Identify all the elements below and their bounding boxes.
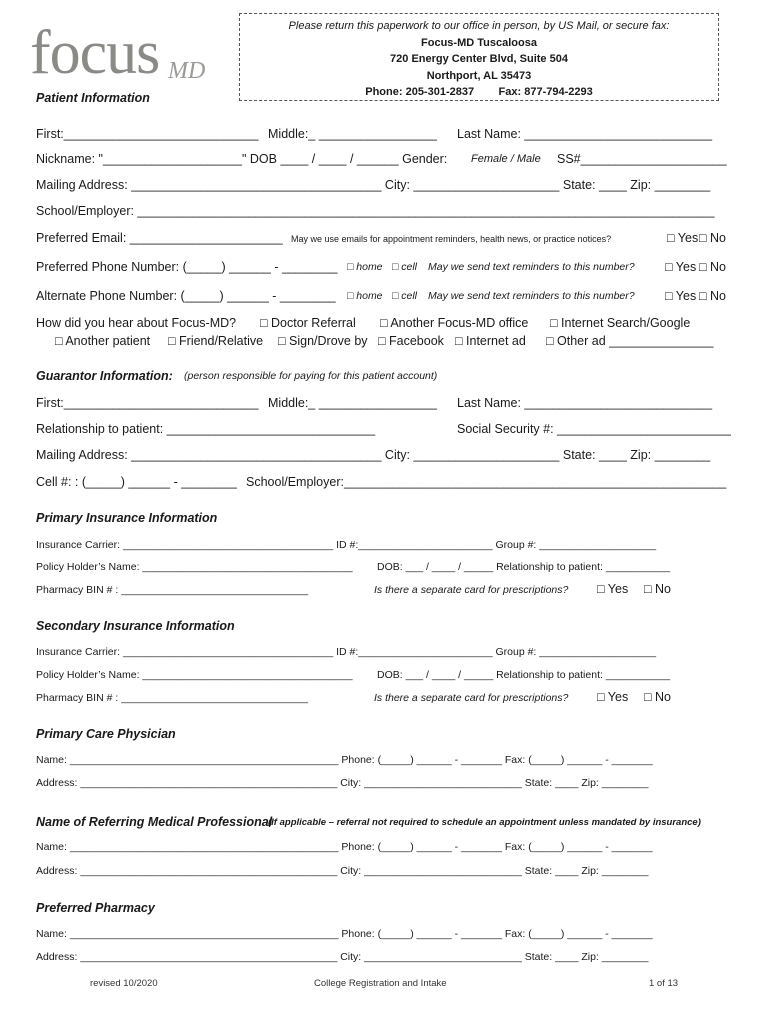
guarantor-heading: Guarantor Information: xyxy=(36,369,173,383)
preferred-phone-field[interactable]: Preferred Phone Number: (_____) ______ - ________ xyxy=(36,260,338,274)
referral-other-ad-checkbox[interactable]: □ Other ad _______________ xyxy=(546,334,714,348)
primary-pharmacy-bin-field[interactable]: Pharmacy BIN # : ________________________________ xyxy=(36,584,309,596)
guarantor-cell-field[interactable]: Cell #: : (_____) ______ - ________ xyxy=(36,475,237,489)
footer-page-number: 1 of 13 xyxy=(649,978,679,989)
referral-sign-checkbox[interactable]: □ Sign/Drove by xyxy=(278,334,368,348)
referral-source-question: How did you hear about Focus-MD? xyxy=(36,316,237,330)
alternate-phone-text-question: May we send text reminders to this number? xyxy=(428,290,635,302)
guarantor-ssn-field[interactable]: Social Security #: _________________________ xyxy=(457,422,731,436)
office-city: Northport, AL 35473 xyxy=(426,69,532,82)
referring-note: (If applicable – referral not required to schedule an appointment unless mandated by insurance) xyxy=(268,817,701,828)
referring-name-phone-fax-field[interactable]: Name: ______________________________________________ Phone: (_____) ______ - _______ Fax: (_____) ______ - _______ xyxy=(36,841,653,853)
patient-first-field[interactable]: First:____________________________ xyxy=(36,127,259,141)
referral-facebook-checkbox[interactable]: □ Facebook xyxy=(378,334,444,348)
referral-friend-checkbox[interactable]: □ Friend/Relative xyxy=(168,334,264,348)
patient-email-field[interactable]: Preferred Email: ______________________ xyxy=(36,231,283,245)
secondary-pharmacy-bin-field[interactable]: Pharmacy BIN # : ________________________________ xyxy=(36,692,309,704)
secondary-separate-card-yes[interactable]: □ Yes xyxy=(597,690,629,704)
secondary-separate-card-no[interactable]: □ No xyxy=(644,690,672,704)
preferred-phone-text-question: May we send text reminders to this number? xyxy=(428,261,635,273)
primary-insurance-carrier-field[interactable]: Insurance Carrier: ____________________________________ ID #:_______________________ Group #: ____________________ xyxy=(36,539,657,551)
pcp-heading: Primary Care Physician xyxy=(36,727,176,741)
secondary-separate-card-question: Is there a separate card for prescriptions? xyxy=(374,692,569,704)
guarantor-middle-field[interactable]: Middle:_ _________________ xyxy=(268,396,437,410)
pcp-address-field[interactable]: Address: ____________________________________________ City: ___________________________ State: ____ Zip: ________ xyxy=(36,777,649,789)
email-consent-yes-checkbox[interactable]: □ Yes xyxy=(667,231,699,245)
patient-nickname-dob-field[interactable]: Nickname: "____________________" DOB ____ / ____ / ______ Gender: xyxy=(36,152,448,166)
footer-title: College Registration and Intake xyxy=(314,978,447,989)
email-consent-question: May we use emails for appointment reminders, health news, or practice notices? xyxy=(291,234,612,244)
primary-separate-card-question: Is there a separate card for prescriptions? xyxy=(374,584,569,596)
patient-info-heading: Patient Information xyxy=(36,91,150,105)
secondary-policy-holder-field[interactable]: Policy Holder’s Name: ____________________________________ xyxy=(36,669,353,681)
preferred-phone-text-yes-checkbox[interactable]: □ Yes xyxy=(665,260,697,274)
office-contact xyxy=(240,84,718,101)
pharmacy-name-phone-fax-field[interactable]: Name: ______________________________________________ Phone: (_____) ______ - _______ Fax: (_____) ______ - _______ xyxy=(36,928,653,940)
referring-address-field[interactable]: Address: ____________________________________________ City: ___________________________ State: ____ Zip: ________ xyxy=(36,865,649,877)
office-name: Focus-MD Tuscaloosa xyxy=(421,36,537,49)
referral-another-patient-checkbox[interactable]: □ Another patient xyxy=(55,334,151,348)
guarantor-subtitle: (person responsible for paying for this patient account) xyxy=(184,370,438,382)
preferred-phone-text-no-checkbox[interactable]: □ No xyxy=(699,260,727,274)
primary-separate-card-yes[interactable]: □ Yes xyxy=(597,582,629,596)
patient-middle-field[interactable]: Middle:_ _________________ xyxy=(268,127,437,141)
alternate-phone-text-no-checkbox[interactable]: □ No xyxy=(699,289,727,303)
primary-separate-card-no[interactable]: □ No xyxy=(644,582,672,596)
pcp-name-phone-fax-field[interactable]: Name: ______________________________________________ Phone: (_____) ______ - _______ Fax: (_____) ______ - _______ xyxy=(36,754,653,766)
guarantor-last-field[interactable]: Last Name: ___________________________ xyxy=(457,396,713,410)
alternate-phone-text-yes-checkbox[interactable]: □ Yes xyxy=(665,289,697,303)
logo-wordmark: focus xyxy=(30,19,160,87)
office-street: 720 Energy Center Blvd, Suite 504 xyxy=(390,53,568,65)
referral-internet-search-checkbox[interactable]: □ Internet Search/Google xyxy=(550,316,691,330)
secondary-insurance-carrier-field[interactable]: Insurance Carrier: ____________________________________ ID #:_______________________ Group #: ____________________ xyxy=(36,646,657,658)
patient-gender-options[interactable]: Female / Male xyxy=(471,153,541,165)
primary-dob-relationship-field[interactable]: DOB: ___ / ____ / _____ Relationship to patient: ___________ xyxy=(377,561,671,573)
guarantor-first-field[interactable]: First:____________________________ xyxy=(36,396,259,410)
footer-revised: revised 10/2020 xyxy=(90,978,158,989)
return-instructions-box xyxy=(239,13,719,101)
alternate-phone-cell-checkbox[interactable]: □ cell xyxy=(392,290,418,302)
office-phone: Phone: 205-301-2837 xyxy=(365,86,475,98)
patient-last-field[interactable]: Last Name: ___________________________ xyxy=(457,127,713,141)
return-note: Please return this paperwork to our office in person, by US Mail, or secure fax: xyxy=(288,20,670,32)
preferred-phone-home-checkbox[interactable]: □ home xyxy=(347,261,383,273)
referring-heading: Name of Referring Medical Professional xyxy=(36,815,273,829)
referral-another-office-checkbox[interactable]: □ Another Focus-MD office xyxy=(380,316,529,330)
referral-doctor-checkbox[interactable]: □ Doctor Referral xyxy=(260,316,356,330)
pharmacy-heading: Preferred Pharmacy xyxy=(36,901,155,915)
patient-school-employer-field[interactable]: School/Employer: ___________________________________________________________________________________ xyxy=(36,204,715,218)
pharmacy-address-field[interactable]: Address: ____________________________________________ City: ___________________________ State: ____ Zip: ________ xyxy=(36,951,649,963)
guarantor-school-field[interactable]: School/Employer:_______________________________________________________ xyxy=(246,475,727,489)
secondary-dob-relationship-field[interactable]: DOB: ___ / ____ / _____ Relationship to patient: ___________ xyxy=(377,669,671,681)
office-fax: Fax: 877-794-2293 xyxy=(498,86,593,98)
guarantor-mailing-field[interactable]: Mailing Address: ____________________________________ City: _____________________ State: ____ Zip: ________ xyxy=(36,448,711,462)
preferred-phone-cell-checkbox[interactable]: □ cell xyxy=(392,261,418,273)
focus-md-logo xyxy=(30,18,220,88)
patient-ss-field[interactable]: SS#_____________________ xyxy=(557,152,727,166)
primary-insurance-heading: Primary Insurance Information xyxy=(36,511,218,525)
referral-internet-ad-checkbox[interactable]: □ Internet ad xyxy=(455,334,526,348)
patient-mailing-address-field[interactable]: Mailing Address: ____________________________________ City: _____________________ State: ____ Zip: ________ xyxy=(36,178,711,192)
email-consent-no-checkbox[interactable]: □ No xyxy=(699,231,727,245)
secondary-insurance-heading: Secondary Insurance Information xyxy=(36,619,235,633)
alternate-phone-field[interactable]: Alternate Phone Number: (_____) ______ - ________ xyxy=(36,289,336,303)
primary-policy-holder-field[interactable]: Policy Holder’s Name: ____________________________________ xyxy=(36,561,353,573)
guarantor-relationship-field[interactable]: Relationship to patient: ______________________________ xyxy=(36,422,376,436)
alternate-phone-home-checkbox[interactable]: □ home xyxy=(347,290,383,302)
logo-suffix: MD xyxy=(168,58,206,84)
